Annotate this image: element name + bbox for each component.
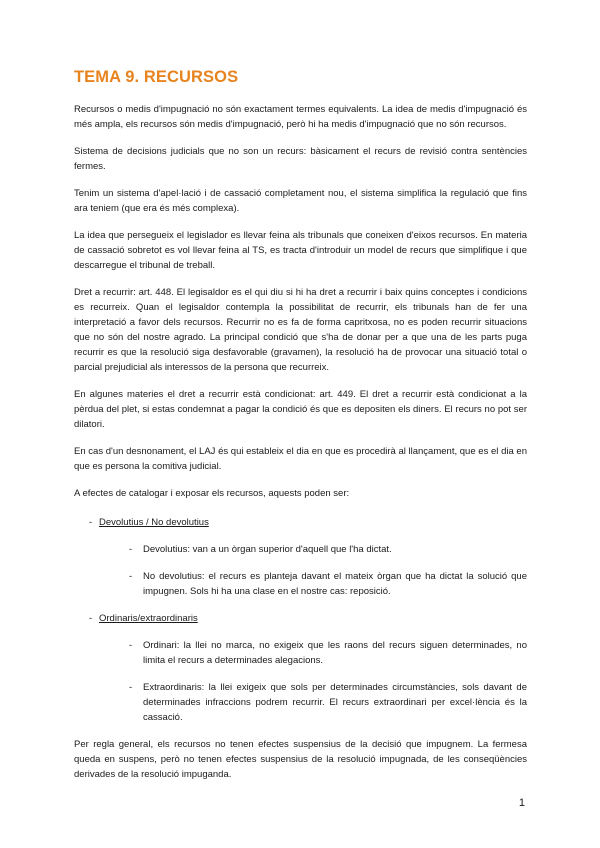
bullet-dash: - <box>129 640 133 651</box>
paragraph: Dret a recurrir: art. 448. El legisaldor es el qui diu si hi ha dret a recurrir i baix quins conceptes i condicions es recurreix. Quan el legisaldor contempla la possibilitat de recurrir, els tribunals han de fer una interpretació a favor dels recursos. Recurrir no es fa de forma capritxosa, no es poden recurrir situacions que no són del nostre agrado. La principal condició que s'ha de donar per a que una de les parts puga recurrir es que la resolució siga desfavorable (gravamen), la resolució ha de provocar una situació total o parcial prejudicial als interessos de la persona que recurreix. <box>74 287 527 373</box>
paragraph: Tenim un sistema d'apel·lació i de cassació completament nou, el sistema simplifica la regulació que fins ara teniem (que era és més complexa). <box>74 188 527 214</box>
list-item <box>89 515 527 530</box>
list-heading: Ordinaris/extraordinaris <box>99 613 198 624</box>
paragraph: Recursos o medis d'impugnació no són exactament termes equivalents. La idea de medis d'impugnació és més ampla, els recursos són medis d'impugnació, però hi ha medis d'impugnació que no són recursos. <box>74 104 527 130</box>
page-number: 1 <box>518 797 525 809</box>
sub-list-item <box>129 569 527 599</box>
sub-list-text: Ordinari: la llei no marca, no exigeix que les raons del recurs siguen determinades, no limita el recurs a determinades alegacions. <box>143 640 527 666</box>
paragraph: Sistema de decisions judicials que no son un recurs: bàsicament el recurs de revisió contra sentències fermes. <box>74 146 527 172</box>
list-item <box>89 611 527 626</box>
closing-paragraph: Per regla general, els recursos no tenen efectes suspensius de la decisió que impugnem. La fermesa queda en suspens, però no tenen efectes suspensius de la resolució impugnada, de les conseqüències derivades de la resolució impuganda. <box>74 739 527 780</box>
bullet-dash: - <box>129 571 133 582</box>
paragraph: En algunes materies el dret a recurrir està condicionat: art. 449. El dret a recurrir està condicionat a la pèrdua del plet, si estas condemnat a pagar la condició és que es depositen els diners. El recurs no pot ser dilatori. <box>74 389 527 430</box>
list-heading: Devolutius / No devolutius <box>99 517 209 528</box>
sub-list-item <box>129 680 527 725</box>
paragraph: La idea que persegueix el legislador es llevar feina als tribunals que coneixen d'eixos recursos. En materia de cassació sobretot es vol llevar feina al TS, es tracta d'introduir un model de recurs que simplifique i que descarregue el tribunal de treball. <box>74 230 527 271</box>
bullet-dash: - <box>89 517 93 528</box>
sub-list-item <box>129 542 527 557</box>
document-page <box>74 68 527 794</box>
sub-list-text: Extraordinaris: la llei exigeix que sols per determinades circumstàncies, sols davant de determinades infraccions podrem recurrir. El recurs extraordinari per excel·lència és la cassació. <box>143 682 527 723</box>
sub-list-text: Devolutius: van a un òrgan superior d'aquell que l'ha dictat. <box>143 544 392 555</box>
bullet-dash: - <box>89 613 93 624</box>
document-title: TEMA 9. RECURSOS <box>74 68 239 86</box>
bullet-dash: - <box>129 544 133 555</box>
paragraph: En cas d'un desnonament, el LAJ és qui estableix el dia en que es procedirà al llançament, que es el dia en que es persona la comitiva judicial. <box>74 446 527 472</box>
sub-list-text: No devolutius: el recurs es planteja davant el mateix òrgan que ha dictat la solució que impugnen. Sols hi ha una clase en el nostre cas: reposició. <box>143 571 527 597</box>
paragraph: A efectes de catalogar i exposar els recursos, aquests poden ser: <box>74 488 350 499</box>
bullet-dash: - <box>129 682 133 693</box>
sub-list-item <box>129 638 527 668</box>
